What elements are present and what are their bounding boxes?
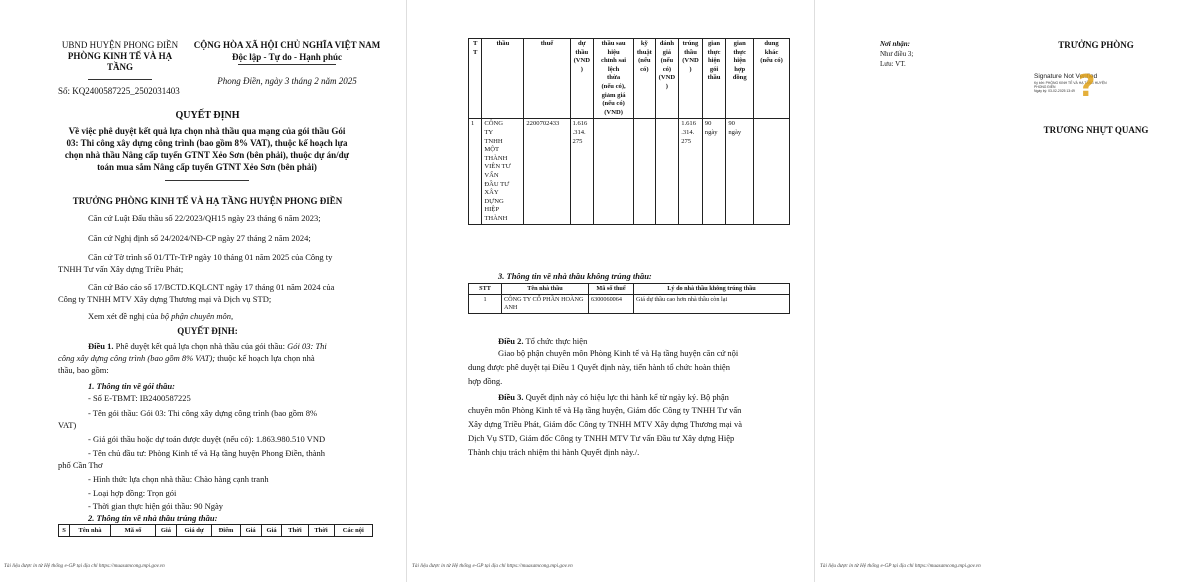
issuing-authority: TRƯỞNG PHÒNG KINH TẾ VÀ HẠ TẦNG HUYỆN PHONG ĐIỀN	[72, 196, 343, 206]
article3-line: chuyên môn Phòng Kinh tế và Hạ tầng huyện, Giám đốc Công ty TNHH Tư vấn	[468, 405, 742, 415]
basis-proposal: Căn cứ Tờ trình số 01/TTr-TrP ngày 10 tháng 01 năm 2025 của Công ty	[88, 252, 333, 262]
col-header: Các nội	[334, 525, 372, 537]
basis-proposal-cont: TNHH Tư vấn Xây dựng Triều Phát;	[58, 264, 184, 274]
national-title: CỘNG HÒA XÃ HỘI CHỦ NGHĨA VIỆT NAM	[193, 40, 381, 50]
pkg-number: - Số E-TBMT: IB2400587225	[88, 393, 191, 403]
cell-tax-code: 6300060064	[589, 295, 634, 314]
col-header: Tên nhà thầu	[502, 284, 589, 295]
cell-other	[754, 119, 790, 225]
signature-detail: Ký bởi: PHÒNG KINH TẾ VÀ HẠ TẦNG HUYỆN	[1034, 81, 1107, 85]
col-header: Giá	[240, 525, 261, 537]
article3-label: Điều 3.	[498, 392, 524, 402]
recipient-item: Lưu: VT.	[880, 60, 906, 68]
pkg-method: - Hình thức lựa chọn nhà thầu: Chào hàng cạnh tranh	[88, 474, 269, 484]
col-header: Mã số thuế	[589, 284, 634, 295]
document-page-3	[816, 0, 1200, 582]
col-header: Giá dự	[176, 525, 211, 537]
cell-tax-code: 2200702433	[524, 119, 570, 225]
consideration-italic: bộ phận chuyên môn,	[160, 311, 234, 321]
col-header: Điểm	[212, 525, 240, 537]
cell-tech-score	[634, 119, 656, 225]
col-header: Mã số	[111, 525, 156, 537]
cell-reason: Giá dự thầu cao hơn nhà thầu còn lại	[634, 295, 790, 314]
cell-contractor: CÔNG TY CỔ PHẦN HOÀNG ANH	[502, 295, 589, 314]
subject-underline	[165, 180, 249, 181]
doc-type: QUYẾT ĐỊNH	[175, 110, 240, 121]
signature-detail: Ngày ký: 03-02-2025 13:49	[1034, 89, 1075, 94]
cell-award-price: 1.616 .314. 275	[679, 119, 703, 225]
consideration	[88, 311, 403, 323]
col-header: thầu	[482, 39, 524, 119]
article3-line: Dịch Vụ STD, Giám đốc Công ty TNHH MTV Tư vấn Đầu tư Xây dựng Hiệp	[468, 433, 735, 443]
place-date: Phong Điền, ngày 3 tháng 2 năm 2025	[217, 76, 357, 86]
col-header: dung khác (nếu có)	[754, 39, 790, 119]
col-header: thầu sau hiệu chỉnh sai lệch thừa (nếu có), giảm giá (nếu có) (VND)	[594, 39, 634, 119]
article1-package: Gói 03: Thi	[287, 341, 327, 351]
article1-line3: thầu, bao gồm:	[58, 365, 109, 375]
article2-title: Tổ chức thực hiện	[523, 336, 588, 346]
subject-line: 03: Thi công xây dựng công trình (bao gồm 8% VAT), thuộc kế hoạch lựa	[66, 138, 348, 148]
digital-signature	[1034, 73, 1174, 94]
pkg-investor: - Tên chủ đầu tư: Phòng Kinh tế và Hạ tầng huyện Phong Điền, thành	[88, 448, 325, 458]
col-header: Thời	[282, 525, 308, 537]
article1-package-cont: công xây dựng công trình (bao gồm 8% VAT);	[58, 353, 216, 363]
cell-package-time: 90 ngày	[702, 119, 726, 225]
col-header: T T	[469, 39, 482, 119]
table-header-row	[469, 284, 790, 295]
cell-eval-price	[655, 119, 679, 225]
pkg-contract-type: - Loại hợp đồng: Trọn gói	[88, 488, 177, 498]
page-footer: Tài liệu được in từ Hệ thống e-GP tại địa chỉ https://muasamcong.mpi.gov.vn	[820, 563, 981, 569]
col-header: kỹ thuật (nếu có)	[634, 39, 656, 119]
pkg-investor-cont: phố Cần Thơ	[58, 460, 103, 470]
table-row	[469, 295, 790, 314]
signature-status: Signature Not Verified	[1034, 73, 1098, 80]
pkg-price: - Giá gói thầu hoặc dự toán được duyệt (nếu có): 1.863.980.510 VND	[88, 434, 326, 444]
cell-adjusted-price	[594, 119, 634, 225]
national-motto: Độc lập - Tự do - Hạnh phúc	[231, 52, 342, 62]
agency-name: PHÒNG KINH TẾ VÀ HẠ	[67, 51, 173, 61]
col-header: đánh giá (nếu có) (VND )	[655, 39, 679, 119]
cell-contractor: CÔNG TY TNHH MỘT THÀNH VIÊN TƯ VẤN ĐẦU TƯ XÂY DỰNG HIỆP THÀNH	[482, 119, 524, 225]
signer-name: TRƯƠNG NHỰT QUANG	[1043, 125, 1149, 135]
subject-line: chọn nhà thầu Nâng cấp tuyến GTNT Xẻo Sơn (bên phải), thuộc dự án/dự	[64, 150, 350, 160]
document-page-2	[408, 0, 813, 582]
table-header-row	[469, 39, 790, 119]
article3-line: Xây dựng Triều Phát, Giám đốc Công ty TNHH MTV Xây dựng Thương mại và	[468, 419, 743, 429]
col-header: Tên nhà	[70, 525, 111, 537]
article1-label: Điều 1.	[88, 341, 114, 351]
article2-line: dung được phê duyệt tại Điều 1 Quyết định này, tiến hành tổ chức hoàn thiện	[468, 362, 730, 372]
article2-label: Điều 2.	[498, 336, 524, 346]
basis-report-cont: Công ty TNHH MTV Xây dựng Thương mại và Dịch vụ STD;	[58, 294, 272, 304]
recipients-title: Nơi nhận:	[880, 40, 911, 48]
col-header: trúng thầu (VND )	[679, 39, 703, 119]
article1-text-cont: thuộc kế hoạch lựa chọn nhà	[215, 353, 315, 363]
doc-subject	[22, 125, 392, 173]
motto-underline	[238, 64, 336, 65]
page-divider	[814, 0, 815, 582]
unverified-question-icon: ?	[1078, 69, 1096, 104]
col-header: Giá	[156, 525, 177, 537]
article2-line: Giao bộ phận chuyên môn Phòng Kinh tế và Hạ tầng huyện căn cứ nội	[498, 348, 739, 358]
pkg-duration: - Thời gian thực hiện gói thầu: 90 Ngày	[88, 501, 224, 511]
col-header: STT	[469, 284, 502, 295]
section2-heading: 2. Thông tin về nhà thầu trúng thầu:	[88, 513, 218, 523]
page-footer: Tài liệu được in từ Hệ thống e-GP tại địa chỉ https://muasamcong.mpi.gov.vn	[412, 563, 573, 569]
signature-detail: PHONG ĐIỀN	[1034, 85, 1056, 90]
basis-law: Căn cứ Luật Đấu thầu số 22/2023/QH15 ngày 23 tháng 6 năm 2023;	[88, 213, 321, 223]
loser-table	[468, 283, 790, 314]
article2-heading	[498, 336, 808, 348]
col-header: Giá	[261, 525, 282, 537]
agency-name-cont: TẦNG	[106, 62, 133, 72]
agency-underline	[88, 79, 152, 80]
pkg-name: - Tên gói thầu: Gói 03: Thi công xây dựng công trình (bao gồm 8%	[88, 408, 318, 418]
col-header: gian thực hiện gói thầu	[702, 39, 726, 119]
col-header: S	[59, 525, 70, 537]
signer-title: TRƯỞNG PHÒNG	[1058, 40, 1134, 50]
table-row	[469, 119, 790, 225]
subject-line: toán mua sắm Nâng cấp tuyến GTNT Xẻo Sơn (bên phải)	[97, 162, 317, 172]
document-page-1	[0, 0, 405, 582]
article3-text: Quyết định này có hiệu lực thi hành kể từ ngày ký. Bộ phận	[523, 392, 729, 402]
article1-text: Phê duyệt kết quả lựa chọn nhà thầu của gói thầu:	[113, 341, 288, 351]
consideration-text: Xem xét đề nghị của	[88, 311, 161, 321]
agency-header	[50, 40, 190, 73]
col-header: Lý do nhà thầu không trúng thầu	[634, 284, 790, 295]
basis-report: Căn cứ Báo cáo số 17/BCTD.KQLCNT ngày 17 tháng 01 năm 2024 của	[88, 282, 335, 292]
doc-number: Số: KQ2400587225_2502031403	[58, 86, 180, 96]
cell-contract-time: 90 ngày	[726, 119, 754, 225]
col-header: Thời	[308, 525, 334, 537]
pkg-name-cont: VAT)	[58, 420, 77, 430]
article2-line: hợp đồng.	[468, 376, 503, 386]
page-divider	[406, 0, 407, 582]
decide-heading: QUYẾT ĐỊNH:	[177, 326, 238, 336]
recipient-item: Như điều 3;	[880, 50, 914, 58]
page-footer: Tài liệu được in từ Hệ thống e-GP tại địa chỉ https://muasamcong.mpi.gov.vn	[4, 563, 165, 569]
cell-stt: 1	[469, 119, 482, 225]
section3-heading: 3. Thông tin về nhà thầu không trúng thầu:	[498, 271, 652, 281]
article3-line: Thành chịu trách nhiệm thi hành Quyết định này./.	[468, 447, 640, 457]
basis-decree: Căn cứ Nghị định số 24/2024/NĐ-CP ngày 27 tháng 2 năm 2024;	[88, 233, 311, 243]
subject-line: Về việc phê duyệt kết quả lựa chọn nhà thầu qua mạng của gói thầu Gói	[68, 126, 346, 136]
article1-line1	[88, 341, 403, 353]
winner-table	[468, 38, 790, 225]
article3-heading	[498, 392, 808, 404]
agency-parent: UBND HUYỆN PHONG ĐIỀN	[61, 40, 179, 50]
col-header: thuế	[524, 39, 570, 119]
section1-heading: 1. Thông tin về gói thầu:	[88, 381, 175, 391]
col-header: gian thực hiện hợp đồng	[726, 39, 754, 119]
col-header: dự thầu (VND )	[570, 39, 594, 119]
winner-table-header	[58, 524, 373, 537]
cell-bid-price: 1.616 .314. 275	[570, 119, 594, 225]
cell-stt: 1	[469, 295, 502, 314]
article1-line2	[58, 353, 403, 365]
